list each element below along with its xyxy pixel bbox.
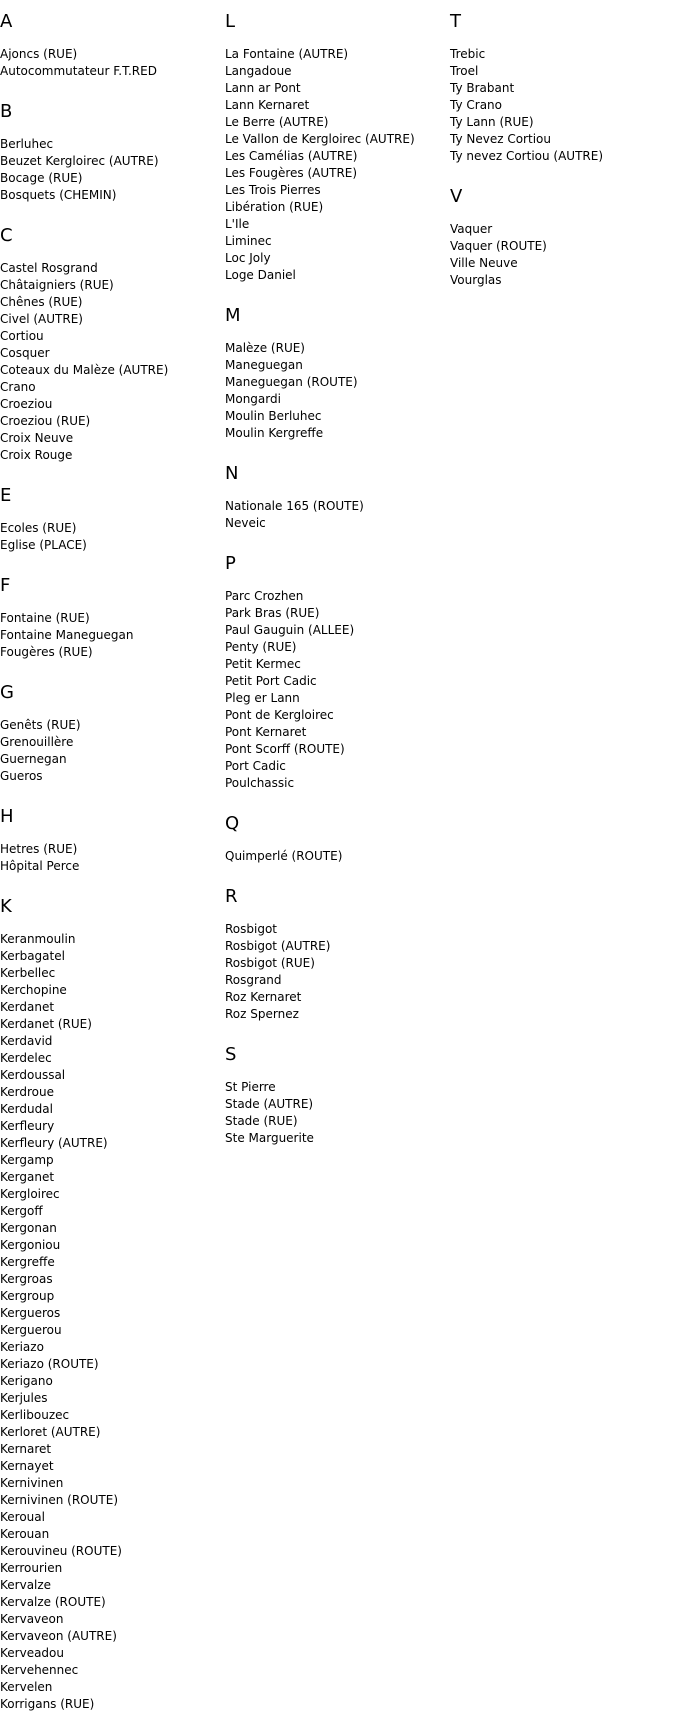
street-link[interactable]: Kerdanet (RUE) [0, 1017, 92, 1031]
street-link[interactable]: Port Cadic [225, 759, 286, 773]
street-link[interactable]: Les Camélias (AUTRE) [225, 149, 358, 163]
street-list [0, 136, 225, 204]
letter-group [0, 671, 225, 795]
street-link[interactable]: Trebic [450, 47, 486, 61]
street-index-column-2 [225, 0, 450, 1157]
street-list [450, 221, 675, 289]
street-link[interactable]: Kernayet [0, 1459, 54, 1473]
letter-group [225, 294, 450, 452]
street-link[interactable]: Fontaine Maneguegan [0, 628, 134, 642]
street-link[interactable]: Croix Rouge [0, 448, 73, 462]
letter-heading: B [0, 101, 13, 122]
street-link[interactable]: Kerigano [0, 1374, 53, 1388]
street-link[interactable]: Kervalze (ROUTE) [0, 1595, 106, 1609]
letter-group [225, 452, 450, 542]
street-link[interactable]: Kervalze [0, 1578, 52, 1592]
street-link[interactable]: Nationale 165 (ROUTE) [225, 499, 364, 513]
street-link[interactable]: Kergamp [0, 1153, 54, 1167]
letter-heading: S [225, 1044, 237, 1065]
street-link[interactable]: Kervelen [0, 1680, 53, 1694]
street-link[interactable]: Ty Brabant [450, 81, 515, 95]
street-link[interactable]: Loc Joly [225, 251, 271, 265]
street-link[interactable]: Kerfleury [0, 1119, 55, 1133]
street-link[interactable]: Poulchassic [225, 776, 295, 790]
street-link[interactable]: Ajoncs (RUE) [0, 47, 78, 61]
street-link[interactable]: Kerdoussal [0, 1068, 66, 1082]
street-link[interactable]: Roz Spernez [225, 1007, 299, 1021]
street-link[interactable]: Kerdanet [0, 1000, 55, 1014]
street-link[interactable]: Moulin Kergreffe [225, 426, 324, 440]
letter-heading: K [0, 896, 12, 917]
street-link[interactable]: Stade (RUE) [225, 1114, 298, 1128]
letter-heading: C [0, 225, 13, 246]
street-link[interactable]: Libération (RUE) [225, 200, 324, 214]
street-link[interactable]: Kervaveon [0, 1612, 64, 1626]
street-link[interactable]: Korrigans (RUE) [0, 1697, 95, 1711]
street-link[interactable]: Petit Port Cadic [225, 674, 317, 688]
street-link[interactable]: Autocommutateur F.T.RED [0, 64, 157, 78]
letter-group [225, 542, 450, 802]
street-link[interactable]: Ville Neuve [450, 256, 518, 270]
street-link[interactable]: Keranmoulin [0, 932, 76, 946]
street-link[interactable]: Kerbellec [0, 966, 56, 980]
street-link[interactable]: Park Bras (RUE) [225, 606, 320, 620]
street-link[interactable]: Ty Nevez Cortiou [450, 132, 551, 146]
letter-group [450, 0, 675, 175]
street-link[interactable]: Kerfleury (AUTRE) [0, 1136, 108, 1150]
street-link[interactable]: Kerdavid [0, 1034, 53, 1048]
street-link[interactable]: Bosquets (CHEMIN) [0, 188, 117, 202]
street-link[interactable]: Le Berre (AUTRE) [225, 115, 329, 129]
street-link[interactable]: Mongardi [225, 392, 281, 406]
street-link[interactable]: Paul Gauguin (ALLEE) [225, 623, 355, 637]
letter-group [0, 564, 225, 671]
street-link[interactable]: Kerchopine [0, 983, 67, 997]
letter-group [225, 1033, 450, 1157]
letter-group [0, 214, 225, 474]
street-link[interactable]: Ecoles (RUE) [0, 521, 77, 535]
street-link[interactable]: Kerlibouzec [0, 1408, 70, 1422]
street-link[interactable]: Kerloret (AUTRE) [0, 1425, 101, 1439]
street-link[interactable]: Ste Marguerite [225, 1131, 314, 1145]
street-link[interactable]: Keriazo [0, 1340, 44, 1354]
street-link[interactable]: Eglise (PLACE) [0, 538, 87, 552]
street-link[interactable]: Liminec [225, 234, 272, 248]
street-link[interactable]: Cortiou [0, 329, 44, 343]
street-link[interactable]: Keriazo (ROUTE) [0, 1357, 99, 1371]
street-link[interactable]: Malèze (RUE) [225, 341, 305, 355]
letter-group [450, 175, 675, 299]
street-list [0, 931, 225, 1713]
street-link[interactable]: La Fontaine (AUTRE) [225, 47, 349, 61]
street-link[interactable]: Fougères (RUE) [0, 645, 93, 659]
street-link[interactable]: Kergueros [0, 1306, 61, 1320]
street-link[interactable]: Stade (AUTRE) [225, 1097, 314, 1111]
street-link[interactable]: Guernegan [0, 752, 67, 766]
street-link[interactable]: Kerjules [0, 1391, 48, 1405]
street-link[interactable]: Ty nevez Cortiou (AUTRE) [450, 149, 604, 163]
street-link[interactable]: Castel Rosgrand [0, 261, 98, 275]
letter-heading: A [0, 11, 13, 32]
letter-heading: E [0, 485, 12, 506]
street-link[interactable]: Keroual [0, 1510, 45, 1524]
street-list [225, 340, 450, 442]
letter-heading: P [225, 553, 236, 574]
letter-heading: G [0, 682, 14, 703]
street-link[interactable]: Vourglas [450, 273, 502, 287]
letter-heading: V [450, 186, 463, 207]
street-link[interactable]: Petit Kermec [225, 657, 301, 671]
street-link[interactable]: Châtaigniers (RUE) [0, 278, 114, 292]
street-link[interactable]: Maneguegan (ROUTE) [225, 375, 358, 389]
street-link[interactable]: Grenouillère [0, 735, 74, 749]
street-index-column-3 [450, 0, 675, 299]
street-list [225, 848, 450, 865]
street-link[interactable]: Kerdudal [0, 1102, 53, 1116]
street-list [225, 1079, 450, 1147]
street-link[interactable]: Kernivinen [0, 1476, 64, 1490]
street-link[interactable]: Kerdroue [0, 1085, 54, 1099]
street-link[interactable]: Kernivinen (ROUTE) [0, 1493, 119, 1507]
letter-heading: T [450, 11, 461, 32]
street-link[interactable]: Croix Neuve [0, 431, 74, 445]
street-link[interactable]: Kergroup [0, 1289, 55, 1303]
street-link[interactable]: Moulin Berluhec [225, 409, 322, 423]
letter-group [0, 885, 225, 1723]
letter-group [0, 474, 225, 564]
street-link[interactable]: St Pierre [225, 1080, 276, 1094]
street-link[interactable]: Penty (RUE) [225, 640, 297, 654]
street-link[interactable]: Gueros [0, 769, 43, 783]
letter-heading: N [225, 463, 239, 484]
street-link[interactable]: Loge Daniel [225, 268, 296, 282]
street-link[interactable]: Quimperlé (ROUTE) [225, 849, 343, 863]
street-list [450, 46, 675, 165]
street-link[interactable]: Kerbagatel [0, 949, 65, 963]
street-link[interactable]: Neveic [225, 516, 266, 530]
letter-group [225, 875, 450, 1033]
street-link[interactable]: Hôpital Perce [0, 859, 80, 873]
street-link[interactable]: Langadoue [225, 64, 292, 78]
street-link[interactable]: Roz Kernaret [225, 990, 302, 1004]
street-link[interactable]: Vaquer (ROUTE) [450, 239, 547, 253]
street-link[interactable]: Parc Crozhen [225, 589, 304, 603]
letter-heading: Q [225, 813, 240, 834]
street-link[interactable]: Lann Kernaret [225, 98, 310, 112]
street-link[interactable]: Kergoniou [0, 1238, 61, 1252]
street-link[interactable]: Kernaret [0, 1442, 52, 1456]
street-link[interactable]: Rosbigot (RUE) [225, 956, 315, 970]
street-link[interactable]: Kerganet [0, 1170, 55, 1184]
street-list [225, 588, 450, 792]
street-link[interactable]: Pleg er Lann [225, 691, 300, 705]
letter-group [0, 0, 225, 90]
letter-heading: F [0, 575, 11, 596]
letter-heading: H [0, 806, 14, 827]
street-link[interactable]: Kerdelec [0, 1051, 52, 1065]
letter-group [0, 795, 225, 885]
letter-heading: L [225, 11, 236, 32]
street-list [0, 610, 225, 661]
street-list [225, 498, 450, 532]
street-link[interactable]: Maneguegan [225, 358, 303, 372]
street-index-column-1 [0, 0, 225, 1723]
street-link[interactable]: Croeziou (RUE) [0, 414, 91, 428]
letter-group [225, 802, 450, 875]
street-list [0, 260, 225, 464]
street-link[interactable]: Hetres (RUE) [0, 842, 78, 856]
street-link[interactable]: Genêts (RUE) [0, 718, 81, 732]
letter-group [0, 90, 225, 214]
street-link[interactable]: Ty Crano [450, 98, 502, 112]
street-link[interactable]: Kerguerou [0, 1323, 62, 1337]
street-link[interactable]: Kerouvineu (ROUTE) [0, 1544, 122, 1558]
street-list [0, 520, 225, 554]
street-link[interactable]: Kergoff [0, 1204, 43, 1218]
street-link[interactable]: Coteaux du Malèze (AUTRE) [0, 363, 169, 377]
street-link[interactable]: Pont de Kergloirec [225, 708, 334, 722]
letter-heading: M [225, 305, 241, 326]
street-link[interactable]: Kergreffe [0, 1255, 55, 1269]
street-link[interactable]: Rosgrand [225, 973, 282, 987]
street-link[interactable]: Beuzet Kergloirec (AUTRE) [0, 154, 159, 168]
street-link[interactable]: Troel [450, 64, 479, 78]
street-link[interactable]: Kergloirec [0, 1187, 60, 1201]
street-link[interactable]: Pont Scorff (ROUTE) [225, 742, 345, 756]
letter-heading: R [225, 886, 238, 907]
street-link[interactable]: Vaquer [450, 222, 493, 236]
street-link[interactable]: Kervehennec [0, 1663, 79, 1677]
street-list [0, 717, 225, 785]
street-link[interactable]: Bocage (RUE) [0, 171, 83, 185]
street-link[interactable]: Croeziou [0, 397, 53, 411]
letter-group [225, 0, 450, 294]
street-list [0, 46, 225, 80]
street-list [0, 841, 225, 875]
street-link[interactable]: Kervaveon (AUTRE) [0, 1629, 117, 1643]
street-link[interactable]: Fontaine (RUE) [0, 611, 90, 625]
street-link[interactable]: Les Fougères (AUTRE) [225, 166, 358, 180]
street-link[interactable]: L'Ile [225, 217, 250, 231]
street-link[interactable]: Kerouan [0, 1527, 50, 1541]
street-link[interactable]: Les Trois Pierres [225, 183, 321, 197]
street-link[interactable]: Crano [0, 380, 36, 394]
street-link[interactable]: Chênes (RUE) [0, 295, 83, 309]
street-link[interactable]: Le Vallon de Kergloirec (AUTRE) [225, 132, 415, 146]
street-link[interactable]: Kerrourien [0, 1561, 63, 1575]
street-link[interactable]: Civel (AUTRE) [0, 312, 83, 326]
street-list [225, 46, 450, 284]
street-link[interactable]: Ty Lann (RUE) [450, 115, 534, 129]
street-list [225, 921, 450, 1023]
street-link[interactable]: Berluhec [0, 137, 54, 151]
street-link[interactable]: Kerveadou [0, 1646, 64, 1660]
street-link[interactable]: Rosbigot [225, 922, 278, 936]
street-link[interactable]: Rosbigot (AUTRE) [225, 939, 331, 953]
street-link[interactable]: Pont Kernaret [225, 725, 307, 739]
street-link[interactable]: Kergonan [0, 1221, 57, 1235]
street-link[interactable]: Lann ar Pont [225, 81, 301, 95]
street-link[interactable]: Cosquer [0, 346, 50, 360]
street-link[interactable]: Kergroas [0, 1272, 53, 1286]
